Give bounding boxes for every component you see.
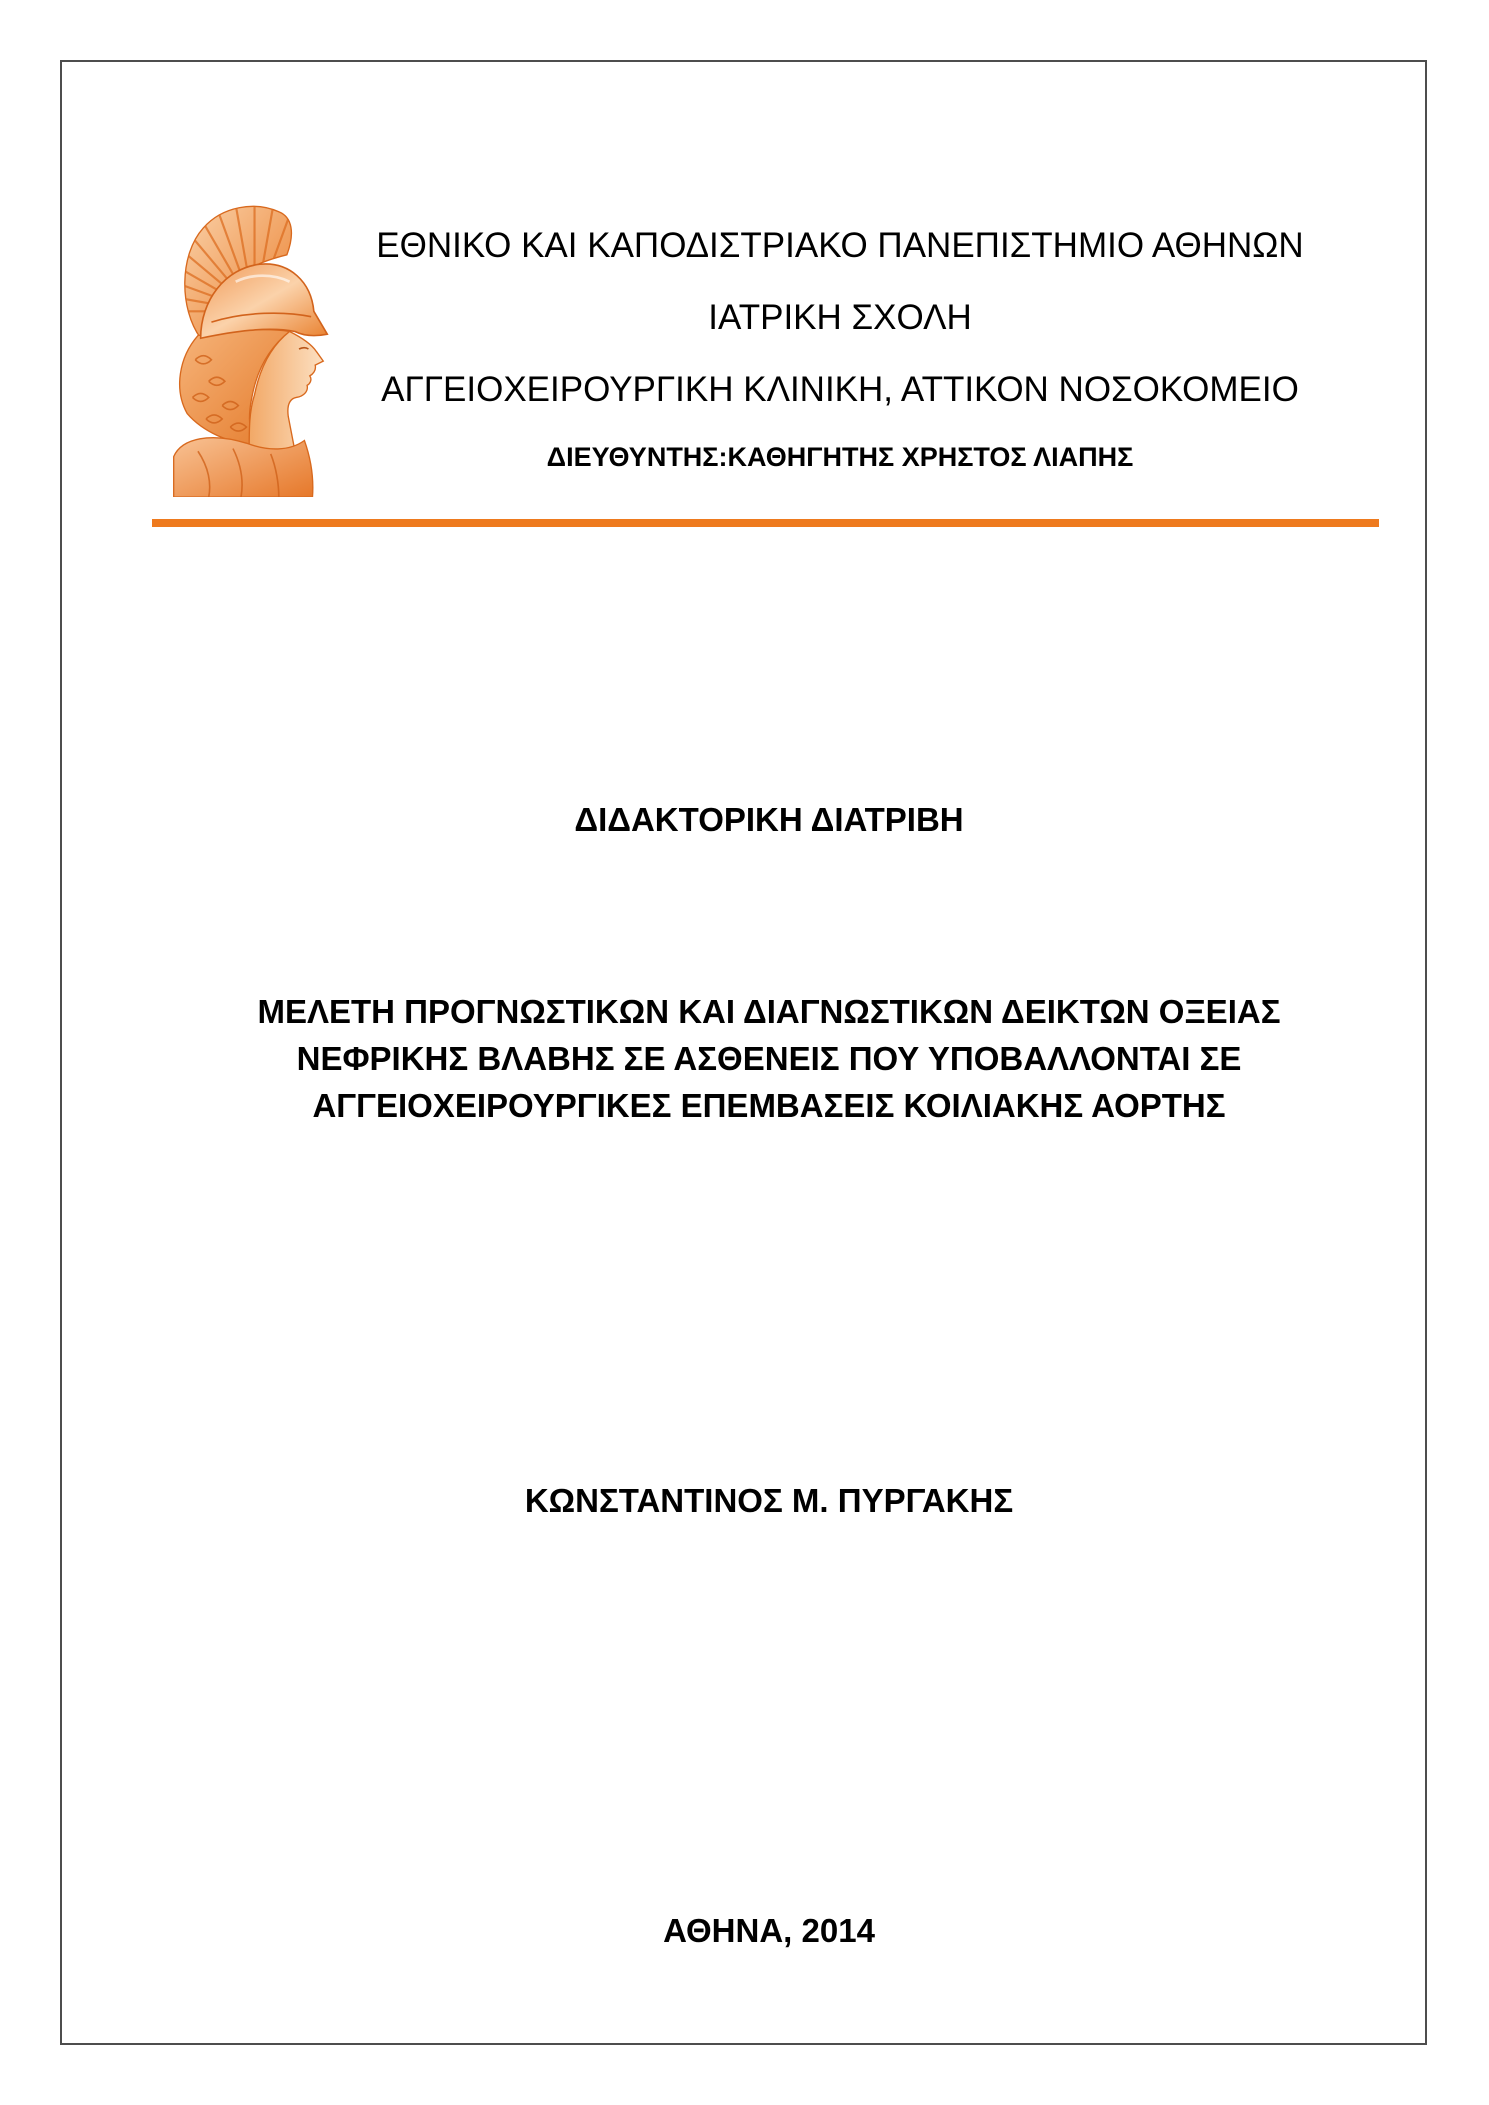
school-name: ΙΑΤΡΙΚΗ ΣΧΟΛΗ [708, 298, 972, 337]
author-name: ΚΩΝΣΤΑΝΤΙΝΟΣ Μ. ΠΥΡΓΑΚΗΣ [524, 1482, 1014, 1519]
thesis-title [257, 988, 1280, 1129]
drapery [174, 438, 313, 497]
place-year: ΑΘΗΝΑ, 2014 [663, 1912, 875, 1949]
director-name: ΔΙΕΥΘΥΝΤΗΣ:ΚΑΘΗΓΗΤΗΣ ΧΡΗΣΤΟΣ ΛΙΑΠΗΣ [546, 442, 1134, 472]
title-line: ΑΓΓΕΙΟΧΕΙΡΟΥΡΓΙΚΕΣ ΕΠΕΜΒΑΣΕΙΣ ΚΟΙΛΙΑΚΗΣ ΑΟΡΤΗΣ [312, 1087, 1226, 1124]
athena-emblem-icon [171, 201, 330, 497]
clinic-name: ΑΓΓΕΙΟΧΕΙΡΟΥΡΓΙΚΗ ΚΛΙΝΙΚΗ, ΑΤΤΙΚΟΝ ΝΟΣΟΚΟΜΕΙΟ [381, 370, 1299, 409]
title-line: ΜΕΛΕΤΗ ΠΡΟΓΝΩΣΤΙΚΩΝ ΚΑΙ ΔΙΑΓΝΩΣΤΙΚΩΝ ΔΕΙΚΤΩΝ ΟΞΕΙΑΣ [257, 993, 1281, 1030]
orange-divider [152, 519, 1379, 527]
university-name: ΕΘΝΙΚΟ ΚΑΙ ΚΑΠΟΔΙΣΤΡΙΑΚΟ ΠΑΝΕΠΙΣΤΗΜΙΟ ΑΘΗΝΩΝ [376, 226, 1304, 265]
document-type: ΔΙΔΑΚΤΟΡΙΚΗ ΔΙΑΤΡΙΒΗ [574, 801, 964, 838]
title-line: ΝΕΦΡΙΚΗΣ ΒΛΑΒΗΣ ΣΕ ΑΣΘΕΝΕΙΣ ΠΟΥ ΥΠΟΒΑΛΛΟΝΤΑΙ ΣΕ [296, 1040, 1242, 1077]
